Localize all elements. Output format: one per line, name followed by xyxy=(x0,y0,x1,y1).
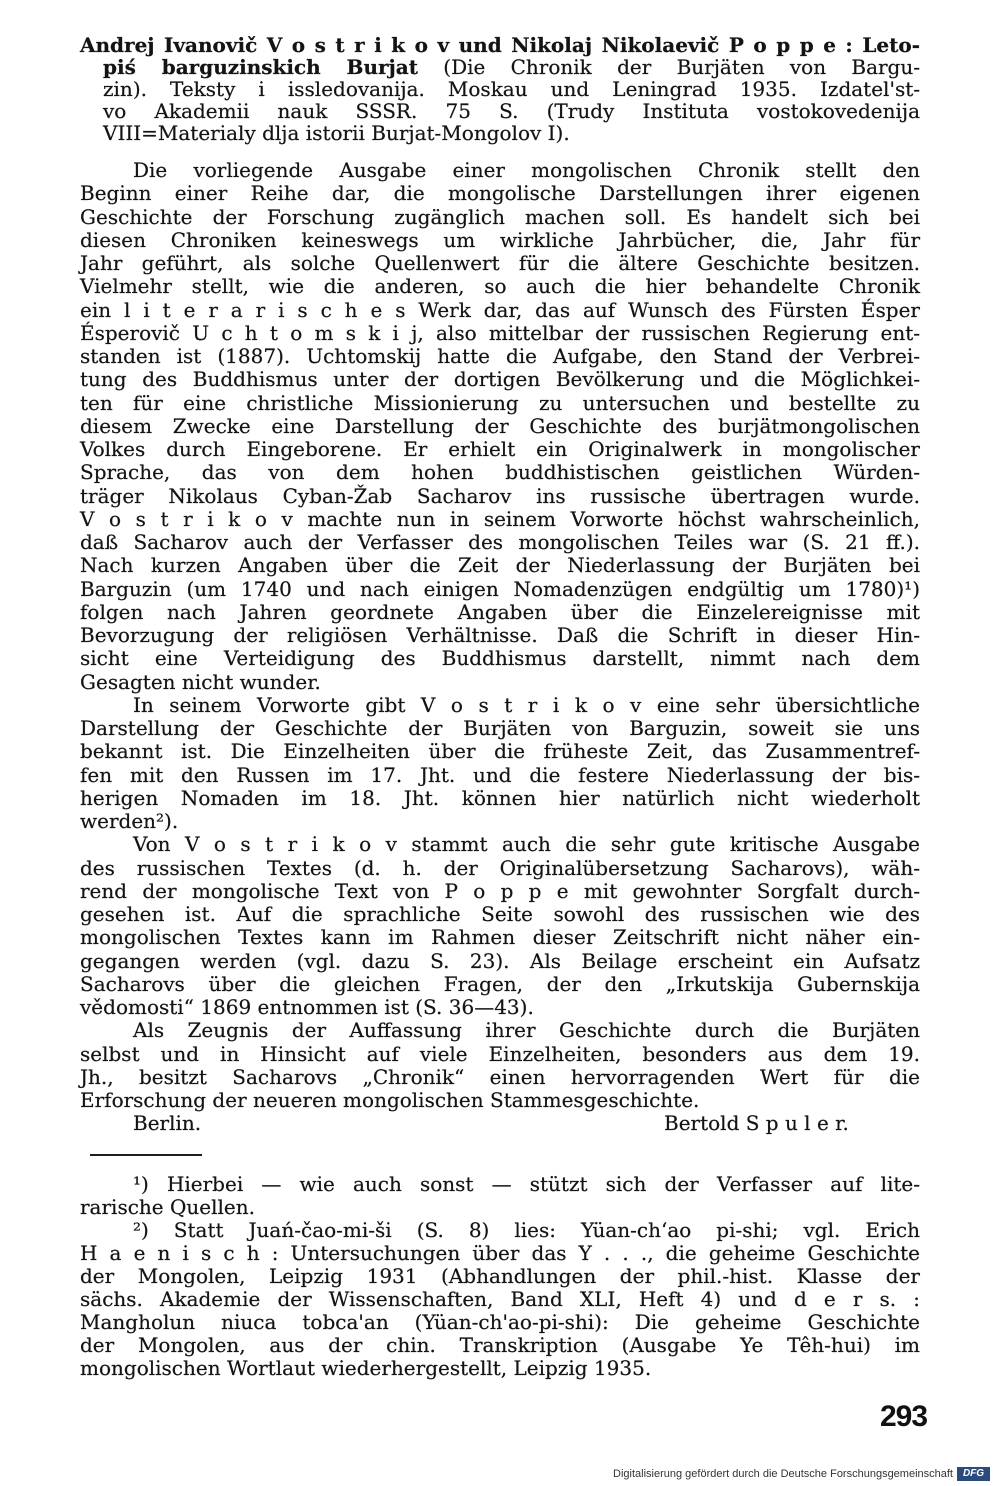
paragraph-2-line: herigen Nomaden im 18. Jht. können hier natürlich nicht wiederholt xyxy=(80,785,920,810)
footnote-line: H a e n i s c h : Untersuchungen über das Y . . ., die geheime Geschichte xyxy=(80,1241,920,1265)
heading-line: VIII=Materialy dlja istorii Burjat-Mongolov I). xyxy=(103,121,570,145)
heading-title-rest: (Die Chronik der Burjäten von Bargu- xyxy=(417,55,920,79)
heading-line: zin). Teksty i issledovanija. Moskau und Leningrad 1935. Izdatel'st- xyxy=(103,77,920,101)
paragraph-3-line: rend der mongolische Text von P o p p e mit gewohnter Sorgfalt durch- xyxy=(80,878,920,903)
paragraph-4-line: selbst und in Hinsicht auf viele Einzelheiten, besonders aus dem 19. xyxy=(80,1041,920,1066)
paragraph-1-line: tung des Buddhismus unter der dortigen Bevölkerung und die Möglichkei- xyxy=(80,367,920,392)
heading-title-bold: piś barguzinskich Burjat xyxy=(103,55,418,79)
paragraph-2-line: In seinem Vorworte gibt V o s t r i k o v eine sehr übersichtliche xyxy=(133,692,920,717)
paragraph-3-line: gesehen ist. Auf die sprachliche Seite sowohl des russischen wie des xyxy=(80,902,920,926)
paragraph-1-line: Die vorliegende Ausgabe einer mongolischen Chronik stellt den xyxy=(133,158,920,182)
paragraph-1-line: folgen nach Jahren geordnete Angaben über die Einzelereignisse mit xyxy=(80,599,920,624)
paragraph-2-line: fen mit den Russen im 17. Jht. und die festere Niederlassung der bis- xyxy=(80,762,920,787)
paragraph-3-line: Sacharovs über die gleichen Fragen, der den „Irkutskija Gubernskija xyxy=(80,971,920,996)
paragraph-3-line: gegangen werden (vgl. dazu S. 23). Als Beilage erscheint ein Aufsatz xyxy=(80,948,920,973)
footnote-rule xyxy=(90,1154,202,1156)
bibliographic-heading xyxy=(80,34,920,144)
signature-author: Bertold S p u l e r. xyxy=(664,1111,849,1136)
paragraph-1-line: daß Sacharov auch der Verfasser des mongolischen Teiles war (S. 21 ff.). xyxy=(80,530,920,554)
footnote-line: sächs. Akademie der Wissenschaften, Band XLI, Heft 4) und d e r s. : xyxy=(80,1287,920,1311)
paragraph-3-line: Von V o s t r i k o v stammt auch die sehr gute kritische Ausgabe xyxy=(133,832,920,857)
paragraph-2-line: bekannt ist. Die Einzelheiten über die früheste Zeit, das Zusammentref- xyxy=(80,739,920,764)
paragraph-1-line: diesem Zwecke eine Darstellung der Geschichte des burjätmongolischen xyxy=(80,413,920,438)
footnote-line: ¹) Hierbei — wie auch sonst — stützt sich der Verfasser auf lite- xyxy=(133,1172,920,1196)
paragraph-1-line: diesen Chroniken keineswegs um wirkliche Jahrbücher, die, Jahr für xyxy=(80,227,920,252)
paragraph-1-line: Nach kurzen Angaben über die Zeit der Niederlassung der Burjäten bei xyxy=(80,553,920,578)
footnote-line: rarische Quellen. xyxy=(80,1195,255,1219)
paragraph-3-line: mongolischen Textes kann im Rahmen dieser Zeitschrift nicht näher ein- xyxy=(80,925,920,950)
paragraph-1-line: Volkes durch Eingeborene. Er erhielt ein Originalwerk in mongolischer xyxy=(80,437,920,461)
paragraph-1-line: Beginn einer Reihe dar, die mongolische Darstellungen ihrer eigenen xyxy=(80,181,920,206)
page-number: 293 xyxy=(880,1400,928,1433)
footnote-line: der Mongolen, aus der chin. Transkription (Ausgabe Ye Têh-hui) im xyxy=(80,1333,920,1357)
dfg-logo: DFG xyxy=(957,1467,990,1481)
paragraph-4-line: Erforschung der neueren mongolischen Stammesgeschichte. xyxy=(80,1088,700,1112)
paragraph-1-line: ein l i t e r a r i s c h e s Werk dar, das auf Wunsch des Fürsten Ésper xyxy=(80,297,920,322)
footnotes xyxy=(80,1173,920,1380)
digitization-credit: Digitalisierung gefördert durch die Deutsche Forschungsgemeinschaft xyxy=(613,1468,953,1480)
paragraph-1-line: Barguzin (um 1740 und nach einigen Nomadenzügen endgültig um 1780)¹) xyxy=(80,576,920,601)
paragraph-3-line: des russischen Textes (d. h. der Originalübersetzung Sacharovs), wäh- xyxy=(80,855,920,880)
paragraph-1-line: ten für eine christliche Missionierung zu untersuchen und bestellte zu xyxy=(80,390,920,415)
signature-place: Berlin. xyxy=(133,1111,202,1136)
heading-line xyxy=(80,56,920,78)
paragraph-1-line: träger Nikolaus Cyban-Žab Sacharov ins russische übertragen wurde. xyxy=(80,483,920,508)
heading-line: Andrej Ivanovič V o s t r i k o v und Nikolaj Nikolaevič P o p p e : Leto- xyxy=(80,33,920,57)
footnote-line: Mangholun niuca tobca'an (Yüan-ch'ao-pi-shi): Die geheime Geschichte xyxy=(80,1310,920,1334)
paragraph-2-line: werden²). xyxy=(80,809,179,833)
paragraph-1-line: Gesagten nicht wunder. xyxy=(80,669,321,694)
paragraph-2-line: Darstellung der Geschichte der Burjäten von Barguzin, soweit sie uns xyxy=(80,716,920,740)
paragraph-1-line: sicht eine Verteidigung des Buddhismus darstellt, nimmt nach dem xyxy=(80,646,920,671)
paragraph-1-line: Sprache, das von dem hohen buddhistischen geistlichen Würden- xyxy=(80,460,920,485)
footnote-line: ²) Statt Juań-čao-mi-ši (S. 8) lies: Yüan-ch‘ao pi-shi; vgl. Erich xyxy=(133,1218,920,1242)
review-body xyxy=(80,159,920,1136)
paragraph-4-line: Als Zeugnis der Auffassung ihrer Geschichte durch die Burjäten xyxy=(133,1018,920,1043)
heading-line: vo Akademii nauk SSSR. 75 S. (Trudy Instituta vostokovedenija xyxy=(103,99,920,123)
paragraph-1-line: Vielmehr stellt, wie die anderen, so auch die hier behandelte Chronik xyxy=(80,274,920,299)
signature-line xyxy=(80,1112,920,1135)
paragraph-1-line: Ésperovič U c h t o m s k i j, also mittelbar der russischen Regierung ent- xyxy=(80,320,920,345)
paragraph-3-line: vědomosti“ 1869 entnommen ist (S. 36—43). xyxy=(80,995,534,1019)
footnote-line: mongolischen Wortlaut wiederhergestellt, Leipzig 1935. xyxy=(80,1356,652,1380)
paragraph-1-line: V o s t r i k o v machte nun in seinem Vorworte höchst wahrscheinlich, xyxy=(80,506,920,531)
footnote-line: der Mongolen, Leipzig 1931 (Abhandlungen der phil.-hist. Klasse der xyxy=(80,1264,920,1288)
paragraph-1-line: Bevorzugung der religiösen Verhältnisse. Daß die Schrift in dieser Hin- xyxy=(80,623,920,647)
paragraph-1-line: Geschichte der Forschung zugänglich machen soll. Es handelt sich bei xyxy=(80,204,920,229)
paragraph-1-line: Jahr geführt, als solche Quellenwert für die ältere Geschichte besitzen. xyxy=(80,251,920,275)
paragraph-4-line: Jh., besitzt Sacharovs „Chronik“ einen hervorragenden Wert für die xyxy=(80,1064,920,1089)
paragraph-1-line: standen ist (1887). Uchtomskij hatte die Aufgabe, den Stand der Verbrei- xyxy=(80,344,920,368)
